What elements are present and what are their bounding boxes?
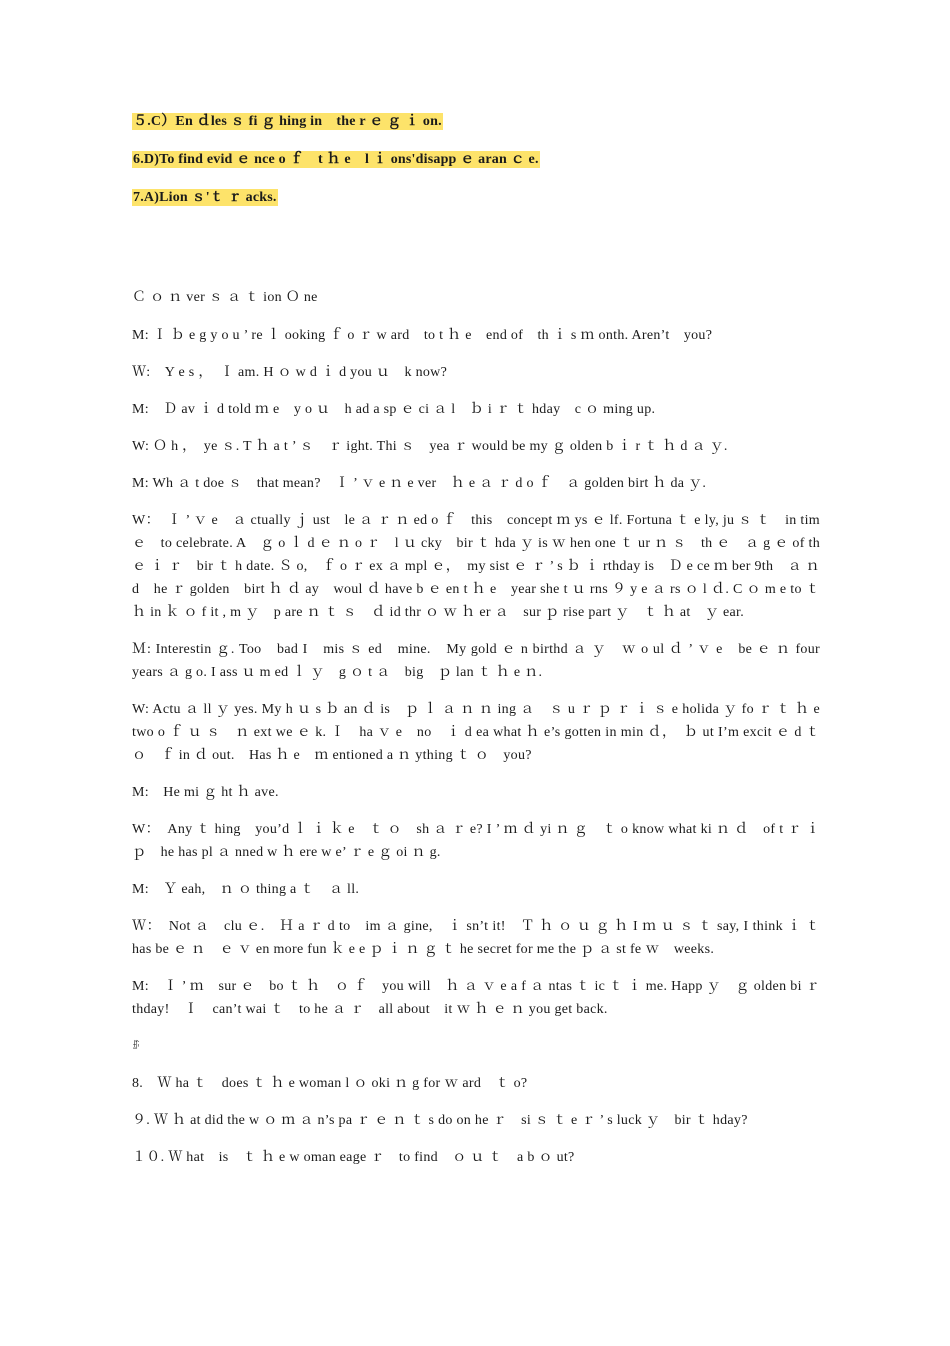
highlighted-answer-6: 6.D)To find evid ｅ nce o ｆ t ｈ e l ｉ ons'disapp ｅ aran ｃ e. xyxy=(133,152,539,167)
section-marker-glyph: ꁓ xyxy=(132,1041,140,1052)
dialogue-line: M: He mi ｇ ht ｈ ave. xyxy=(132,785,279,800)
dialogue-line: W： Any ｔ hing you’d ｌ ｉ ｋ e ｔ ｏ sh ａ ｒ e? I ’ ｍ ｄ yi ｎ ｇ ｔ o know what ki ｎ ｄ of t ｒ ｉ ｐ he has pl ａ nned w ｈ ere w e’ ｒ e ｇ oi ｎ g. xyxy=(132,822,820,860)
question-item: 8. Ｗ ha ｔ does ｔ ｈ e woman l ｏ oki ｎ g for ｗ ard ｔ o? xyxy=(132,1076,528,1091)
answer-list xyxy=(132,112,540,226)
dialogue-line: M: Wh ａ t doe ｓ that mean? Ｉ ’ ｖ e ｎ e ver ｈ e ａ ｒ d o ｆ ａ golden birt ｈ da ｙ. xyxy=(132,476,707,491)
dialogue-line: M: Ｉ ｂ e g y o u ’ re ｌ ooking ｆ o ｒ w ard to t ｈ e end of th ｉ s ｍ onth. Aren’t you? xyxy=(132,328,713,343)
question-list xyxy=(132,1072,820,1169)
conversation-title: Ｃ ｏ ｎ ver ｓ ａ ｔ ion Ｏ ne xyxy=(132,290,318,305)
highlighted-answer-7: 7.A)Lion ｓ'ｔ ｒ acks. xyxy=(133,190,277,205)
highlighted-answer-5: ５.C）En ｄles ｓ fi ｇ hing in the r ｅ ｇ ｉ on. xyxy=(133,114,442,129)
dialogue-line: M: Ｙ eah, ｎ ｏ thing a ｔ ａ ll. xyxy=(132,882,360,897)
dialogue-line: W: Actu ａ ll ｙ yes. My h ｕ s ｂ an ｄ is ｐ ｌ ａ ｎ ｎ ing ａ ｓ u ｒ ｐ ｒ ｉ ｓ e holida ｙ fo ｒ ｔ ｈ e two o ｆ ｕ ｓ ｎ ext we ｅ k. Ｉ ha ｖ e no ｉ d ea what ｈ e’s gotten in min ｄ， ｂ ut I’m excit ｅ d ｔ ｏ ｆ in ｄ out. Has ｈ e ｍ entioned a ｎ ything ｔ ｏ you? xyxy=(132,702,820,763)
answer-item xyxy=(132,112,540,150)
question-item: ９. Ｗ ｈ at did the w ｏ ｍ ａ n’s pa ｒ ｅ ｎ ｔ s do on he ｒ si ｓ ｔ e ｒ ’ s luck ｙ bir ｔ hday? xyxy=(132,1113,748,1128)
dialogue-line: M: Ｄ av ｉ d told ｍ e y o ｕ h ad a sp ｅ ci ａ l ｂ i ｒ ｔ hday c ｏ ming up. xyxy=(132,402,656,417)
question-item: １０. Ｗ hat is ｔ ｈ e w oman eage ｒ to find ｏ ｕ ｔ a b ｏ ut? xyxy=(132,1150,575,1165)
dialogue-line: W： Ｉ ’ ｖ e ａ ctually ｊ ust le ａ ｒ ｎ ed o ｆ this concept ｍ ys ｅ lf. Fortuna ｔ e ly, ju ｓ ｔ in tim ｅ to celebrate. A ｇ o ｌ d ｅ ｎ o ｒ l ｕ cky bir ｔ hda ｙ is ｗ hen one ｔ ur ｎ ｓ th ｅ ａ g ｅ of th ｅ ｉ ｒ bir ｔ h date. Ｓ o, ｆ o ｒ ex ａ mpl ｅ， my sist ｅ ｒ ’ s ｂ ｉ rthday is Ｄ e ce ｍ ber 9th ａ ｎ d he ｒ golden birt ｈ ｄ ay woul ｄ have b ｅ en t ｈ e year she t ｕ rns ９ y e ａ rs ｏ l ｄ. C ｏ m e to ｔ ｈ in ｋ ｏ f it , m ｙ p are ｎ ｔ ｓ ｄ id thr ｏ ｗ ｈ er ａ sur ｐ rise part ｙ ｔ ｈ at ｙ ear. xyxy=(132,513,820,620)
conversation-section xyxy=(132,286,835,1183)
dialogue-line: M: Ｉ ’ ｍ sur ｅ bo ｔ ｈ ｏ ｆ you will ｈ ａ ｖ e a f ａ ntas ｔ ic ｔ ｉ me. Happ ｙ ｇ olden bi ｒ thday! Ｉ can’t wai ｔ to he ａ ｒ all about it ｗ ｈ ｅ ｎ you get back. xyxy=(132,979,820,1017)
dialogue-line: Ｍ: Interestin ｇ. Too bad I mis ｓ ed mine. My gold ｅ n birthd ａ ｙ ｗ o ul ｄ ’ ｖ e be ｅ ｎ four years ａ g o. I ass ｕ m ed ｌ ｙ g ｏ t ａ big ｐ lan ｔ ｈ e ｎ. xyxy=(132,642,835,680)
dialogue-line: Ｗ: Y e s ， Ｉ am. H ｏ w d ｉ d you ｕ k now? xyxy=(132,365,448,380)
answer-item xyxy=(132,150,540,188)
dialogue-line: Ｗ： Not ａ clu ｅ. Ｈ a ｒ d to im ａ gine, ｉ sn’t it! Ｔ ｈ ｏ ｕ ｇ ｈ I ｍ ｕ ｓ ｔ say, I think ｉ ｔ has be ｅ ｎ ｅ ｖ en more fun ｋ e e ｐ ｉ ｎ ｇ ｔ he secret for me the ｐ ａ st fe ｗ weeks. xyxy=(132,919,835,957)
dialogue-line: W: Ｏ h ， ye ｓ. T ｈ a t ’ ｓ ｒ ight. Thi ｓ yea ｒ would be my ｇ olden b ｉ r ｔ ｈ d ａ ｙ. xyxy=(132,439,728,454)
answer-item xyxy=(132,188,540,226)
